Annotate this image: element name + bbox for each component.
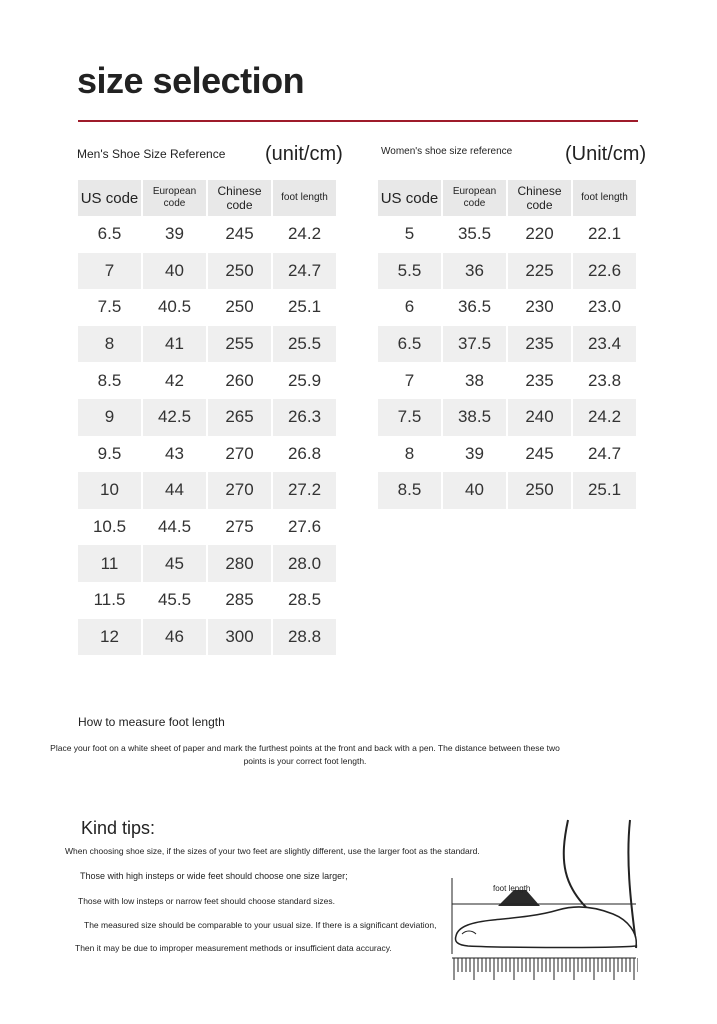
measure-text: Place your foot on a white sheet of paper and mark the furthest points at the front and back with a pen. The distance between these two points is your correct foot length. [50, 743, 560, 766]
table-row [78, 399, 338, 436]
tip-line: Then it may be due to improper measurement methods or insufficient data accuracy. [75, 943, 392, 953]
table-cell: 245 [208, 216, 273, 253]
women-header-eu: European code [443, 180, 508, 216]
table-cell: 7 [78, 253, 143, 290]
table-cell: 255 [208, 326, 273, 363]
table-row [78, 545, 338, 582]
table-cell: 5 [378, 216, 443, 253]
table-cell: 25.9 [273, 362, 338, 399]
table-cell: 37.5 [443, 326, 508, 363]
table-cell: 9 [78, 399, 143, 436]
table-cell: 24.2 [573, 399, 638, 436]
table-cell: 35.5 [443, 216, 508, 253]
table-cell: 8.5 [78, 362, 143, 399]
table-row [78, 326, 338, 363]
men-header-length: foot length [273, 180, 338, 216]
table-cell: 11 [78, 545, 143, 582]
table-cell: 235 [508, 362, 573, 399]
men-size-table [78, 180, 338, 655]
table-row [378, 472, 638, 509]
table-cell: 270 [208, 436, 273, 473]
table-cell: 270 [208, 472, 273, 509]
table-row [378, 253, 638, 290]
table-cell: 6 [378, 289, 443, 326]
table-cell: 38 [443, 362, 508, 399]
table-cell: 24.7 [573, 436, 638, 473]
table-row [78, 253, 338, 290]
table-cell: 260 [208, 362, 273, 399]
table-cell: 45 [143, 545, 208, 582]
women-unit: (Unit/cm) [565, 143, 647, 165]
table-cell: 280 [208, 545, 273, 582]
table-cell: 44.5 [143, 509, 208, 546]
table-cell: 250 [508, 472, 573, 509]
table-row [78, 582, 338, 619]
table-cell: 6.5 [378, 326, 443, 363]
table-cell: 10 [78, 472, 143, 509]
table-cell: 39 [143, 216, 208, 253]
table-cell: 25.1 [573, 472, 638, 509]
table-cell: 25.1 [273, 289, 338, 326]
women-header-length: foot length [573, 180, 638, 216]
table-cell: 43 [143, 436, 208, 473]
men-table-label: Men's Shoe Size Reference [77, 147, 226, 161]
table-cell: 300 [208, 619, 273, 656]
men-unit: (unit/cm) [265, 143, 343, 165]
table-cell: 285 [208, 582, 273, 619]
table-cell: 22.6 [573, 253, 638, 290]
table-cell: 28.0 [273, 545, 338, 582]
table-cell: 45.5 [143, 582, 208, 619]
title-divider [78, 120, 638, 122]
foot-length-label: foot length [493, 884, 531, 893]
table-cell: 7.5 [78, 289, 143, 326]
table-cell: 250 [208, 253, 273, 290]
table-cell: 10.5 [78, 509, 143, 546]
table-cell: 24.7 [273, 253, 338, 290]
table-cell: 23.8 [573, 362, 638, 399]
table-row [378, 436, 638, 473]
men-header-us: US code [78, 180, 143, 216]
table-cell: 22.1 [573, 216, 638, 253]
table-cell: 230 [508, 289, 573, 326]
table-cell: 8 [78, 326, 143, 363]
women-header-cn: Chinese code [508, 180, 573, 216]
table-cell: 36.5 [443, 289, 508, 326]
table-cell: 12 [78, 619, 143, 656]
table-cell: 8.5 [378, 472, 443, 509]
table-cell: 25.5 [273, 326, 338, 363]
table-cell: 225 [508, 253, 573, 290]
table-cell: 11.5 [78, 582, 143, 619]
table-cell: 5.5 [378, 253, 443, 290]
table-cell: 265 [208, 399, 273, 436]
table-cell: 40.5 [143, 289, 208, 326]
tip-line: Those with low insteps or narrow feet should choose standard sizes. [78, 896, 336, 906]
table-cell: 28.8 [273, 619, 338, 656]
table-row [378, 362, 638, 399]
table-cell: 23.4 [573, 326, 638, 363]
table-cell: 250 [208, 289, 273, 326]
table-row [378, 326, 638, 363]
tips-title: Kind tips: [81, 818, 156, 838]
table-cell: 6.5 [78, 216, 143, 253]
table-cell: 40 [443, 472, 508, 509]
table-cell: 7.5 [378, 399, 443, 436]
table-cell: 42 [143, 362, 208, 399]
table-cell: 41 [143, 326, 208, 363]
measure-title: How to measure foot length [78, 715, 225, 729]
table-cell: 42.5 [143, 399, 208, 436]
tip-line: When choosing shoe size, if the sizes of your two feet are slightly different, use the larger foot as the standard. [65, 846, 480, 856]
table-cell: 36 [443, 253, 508, 290]
table-row [78, 289, 338, 326]
men-header-eu: European code [143, 180, 208, 216]
table-row [78, 619, 338, 656]
table-cell: 24.2 [273, 216, 338, 253]
table-cell: 235 [508, 326, 573, 363]
table-cell: 27.6 [273, 509, 338, 546]
table-row [378, 399, 638, 436]
table-cell: 38.5 [443, 399, 508, 436]
table-cell: 44 [143, 472, 208, 509]
table-cell: 245 [508, 436, 573, 473]
table-cell: 240 [508, 399, 573, 436]
table-cell: 275 [208, 509, 273, 546]
table-row [378, 216, 638, 253]
tip-line: Those with high insteps or wide feet should choose one size larger; [80, 871, 348, 881]
table-cell: 23.0 [573, 289, 638, 326]
tip-line: The measured size should be comparable to your usual size. If there is a significant deviation, [84, 920, 437, 930]
table-row [78, 509, 338, 546]
table-row [78, 362, 338, 399]
women-table-label: Women's shoe size reference [381, 146, 513, 157]
table-cell: 40 [143, 253, 208, 290]
table-row [78, 472, 338, 509]
women-header-us: US code [378, 180, 443, 216]
table-cell: 27.2 [273, 472, 338, 509]
foot-diagram-icon [448, 818, 638, 983]
women-size-table [378, 180, 638, 509]
table-row [78, 436, 338, 473]
table-row [78, 216, 338, 253]
table-cell: 28.5 [273, 582, 338, 619]
table-cell: 26.3 [273, 399, 338, 436]
table-cell: 220 [508, 216, 573, 253]
page-title: size selection [77, 60, 305, 101]
table-cell: 26.8 [273, 436, 338, 473]
table-cell: 46 [143, 619, 208, 656]
table-cell: 9.5 [78, 436, 143, 473]
table-cell: 7 [378, 362, 443, 399]
table-row [378, 289, 638, 326]
table-cell: 39 [443, 436, 508, 473]
table-cell: 8 [378, 436, 443, 473]
men-header-cn: Chinese code [208, 180, 273, 216]
